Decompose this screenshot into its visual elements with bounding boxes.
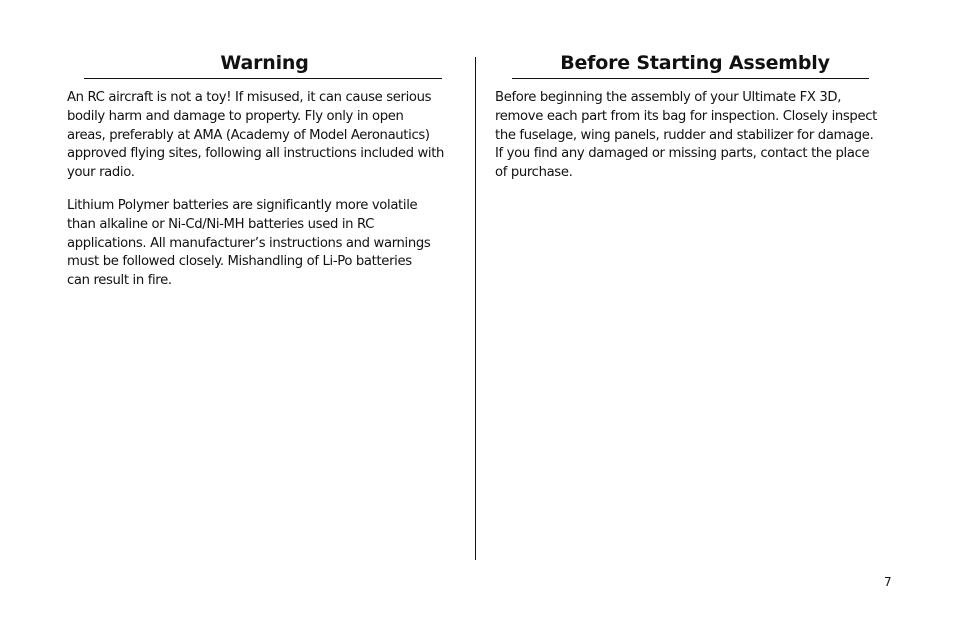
warning-heading: Warning (220, 52, 309, 74)
warning-section (67, 50, 462, 291)
warning-heading-rule (84, 78, 442, 79)
before-assembly-paragraph: Before beginning the assembly of your Ultimate FX 3D, remove each part from its bag for inspection. Closely inspect the fuselage, wing panels, rudder and stabilizer for damage. If you find any damaged or missing parts, contact the place of purchase. (495, 90, 877, 181)
warning-paragraph-lipo: Lithium Polymer batteries are significantly more volatile than alkaline or Ni-Cd/Ni-MH batteries used in RC applications. All manufacturer’s instructions and warnings must be followed closely. Mishandling of Li-Po batteries can result in fire. (67, 197, 431, 289)
before-assembly-heading: Before Starting Assembly (560, 52, 830, 74)
before-assembly-heading-rule (512, 78, 869, 79)
page-number: 7 (884, 575, 892, 589)
column-divider (475, 57, 476, 560)
before-assembly-section (495, 50, 895, 183)
warning-paragraph-misuse: An RC aircraft is not a toy! If misused, it can cause serious bodily harm and damage to property. Fly only in open areas, preferably at AMA (Academy of Model Aeronautics) approved flying sites, following all instructions included with your radio. (67, 90, 445, 181)
